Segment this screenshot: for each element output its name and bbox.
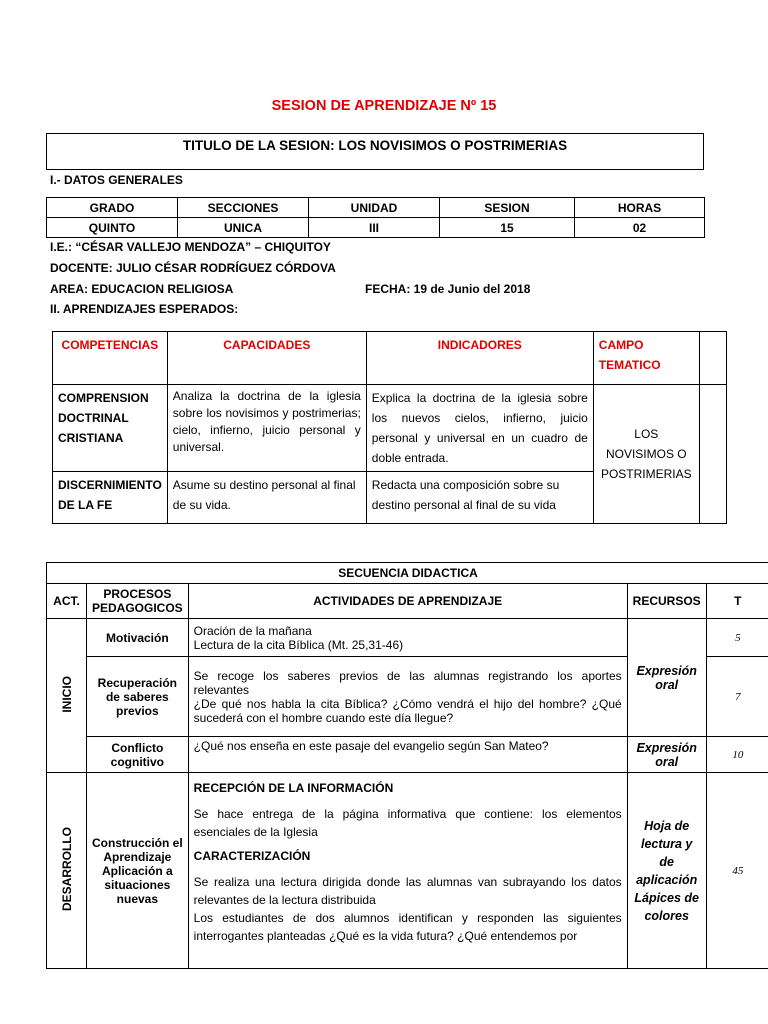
header-competencias: COMPETENCIAS bbox=[53, 332, 168, 385]
t-desarrollo: 45 bbox=[706, 773, 768, 969]
header-capacidades: CAPACIDADES bbox=[167, 332, 366, 385]
ie-line: I.E.: “CÉSAR VALLEJO MENDOZA” – CHIQUITOY bbox=[50, 240, 331, 254]
desarrollo-row bbox=[47, 773, 768, 969]
datos-heading: I.- DATOS GENERALES bbox=[50, 173, 183, 187]
desarrollo-cell bbox=[47, 773, 87, 969]
actividad-recuperacion bbox=[188, 657, 627, 737]
header-horas: HORAS bbox=[575, 198, 705, 218]
desarrollo-label: DESARROLLO bbox=[59, 827, 74, 911]
desarrollo-h2: CARACTERIZACIÓN bbox=[193, 849, 311, 863]
inicio-cell bbox=[47, 619, 87, 773]
actividad-motivacion bbox=[188, 619, 627, 657]
motivacion-line-1: Oración de la mañana bbox=[193, 623, 312, 638]
area-line: AREA: EDUCACION RELIGIOSA bbox=[50, 282, 234, 296]
recurso-desarrollo: Hoja de lectura y de aplicación Lápices de colores bbox=[627, 773, 706, 969]
capacidad-1: Analiza la doctrina de la iglesia sobre los novisimos y postrimerias; cielo, infierno, juicio personal y universal. bbox=[167, 385, 366, 472]
motivacion-row bbox=[47, 619, 768, 657]
header-unidad: UNIDAD bbox=[309, 198, 440, 218]
value-grado: QUINTO bbox=[47, 218, 178, 238]
competencias-table bbox=[52, 331, 727, 524]
datos-value-row bbox=[47, 218, 705, 238]
recuperacion-p2: ¿De qué nos habla la cita Bíblica? ¿Cómo vendrá el hijo del hombre? ¿Qué sucederá con el hombre cuando este día llegue? bbox=[193, 696, 622, 725]
value-secciones: UNICA bbox=[178, 218, 309, 238]
proceso-motivacion: Motivación bbox=[87, 619, 189, 657]
header-indicadores: INDICADORES bbox=[366, 332, 593, 385]
secuencia-table bbox=[46, 562, 768, 969]
header-recursos: RECURSOS bbox=[627, 584, 706, 619]
t-motivacion: 5 bbox=[706, 619, 768, 657]
proceso-conflicto: Conflicto cognitivo bbox=[87, 737, 189, 773]
indicador-1: Explica la doctrina de la iglesia sobre los nuevos cielos, infierno, juicio personal y universal en un cuadro de doble entrada. bbox=[366, 385, 593, 472]
recuperacion-p1: Se recoge los saberes previos de las alumnas registrando los aportes relevantes bbox=[193, 668, 622, 697]
value-horas: 02 bbox=[575, 218, 705, 238]
header-act: ACT. bbox=[47, 584, 87, 619]
page-title: SESION DE APRENDIZAJE Nº 15 bbox=[271, 98, 497, 114]
motivacion-line-2: Lectura de la cita Bíblica (Mt. 25,31-46) bbox=[193, 637, 404, 652]
fecha-line: FECHA: 19 de Junio del 2018 bbox=[365, 282, 531, 296]
value-sesion: 15 bbox=[440, 218, 575, 238]
header-secciones: SECCIONES bbox=[178, 198, 309, 218]
extra-empty bbox=[699, 385, 726, 524]
t-conflicto: 10 bbox=[706, 737, 768, 773]
actividad-conflicto: ¿Qué nos enseña en este pasaje del evangelio según San Mateo? bbox=[188, 737, 627, 773]
indicador-2: Redacta una composición sobre su destino personal al final de su vida bbox=[366, 472, 593, 524]
recurso-conflicto: Expresión oral bbox=[627, 737, 706, 773]
header-empty bbox=[699, 332, 726, 385]
competencia-1: COMPRENSION DOCTRINAL CRISTIANA bbox=[53, 385, 168, 472]
competencia-row bbox=[53, 385, 727, 472]
capacidad-2: Asume su destino personal al final de su vida. bbox=[167, 472, 366, 524]
competencias-header-row bbox=[53, 332, 727, 385]
conflicto-row bbox=[47, 737, 768, 773]
proceso-recuperacion: Recuperación de saberes previos bbox=[87, 657, 189, 737]
recurso-expresion-oral: Expresión oral bbox=[627, 619, 706, 737]
desarrollo-p2: Se realiza una lectura dirigida donde las alumnas van subrayando los datos relevantes de la lectura distribuida bbox=[193, 875, 622, 907]
competencia-2: DISCERNIMIENTO DE LA FE bbox=[53, 472, 168, 524]
session-title-box bbox=[46, 133, 704, 170]
inicio-label: INICIO bbox=[59, 675, 74, 713]
header-grado: GRADO bbox=[47, 198, 178, 218]
aprendizajes-heading: II. APRENDIZAJES ESPERADOS: bbox=[50, 302, 239, 316]
desarrollo-p3: Los estudiantes de dos alumnos identifican y responden las siguientes interrogantes planteadas ¿Qué es la vida futura? ¿Qué entendemos por bbox=[193, 911, 622, 943]
datos-table bbox=[46, 197, 705, 238]
desarrollo-p1: Se hace entrega de la página informativa que contiene: los elementos esenciales de la Iglesia bbox=[193, 807, 622, 839]
proceso-desarrollo: Construcción el Aprendizaje Aplicación a situaciones nuevas bbox=[87, 773, 189, 969]
desarrollo-h1: RECEPCIÓN DE LA INFORMACIÓN bbox=[193, 781, 394, 795]
header-t: T bbox=[706, 584, 768, 619]
secuencia-title-row bbox=[47, 563, 768, 584]
datos-header-row bbox=[47, 198, 705, 218]
header-campo: CAMPO TEMATICO bbox=[593, 332, 699, 385]
secuencia-title: SECUENCIA DIDACTICA bbox=[47, 563, 768, 584]
secuencia-header-row bbox=[47, 584, 768, 619]
docente-line: DOCENTE: JULIO CÉSAR RODRÍGUEZ CÓRDOVA bbox=[50, 261, 336, 275]
header-sesion: SESION bbox=[440, 198, 575, 218]
actividad-desarrollo bbox=[188, 773, 627, 969]
header-procesos: PROCESOS PEDAGOGICOS bbox=[87, 584, 189, 619]
header-actividades: ACTIVIDADES DE APRENDIZAJE bbox=[188, 584, 627, 619]
session-title: TITULO DE LA SESION: LOS NOVISIMOS O POSTRIMERIAS bbox=[182, 138, 568, 153]
campo-tematico: LOS NOVISIMOS O POSTRIMERIAS bbox=[593, 385, 699, 524]
value-unidad: III bbox=[309, 218, 440, 238]
t-recuperacion: 7 bbox=[706, 657, 768, 737]
